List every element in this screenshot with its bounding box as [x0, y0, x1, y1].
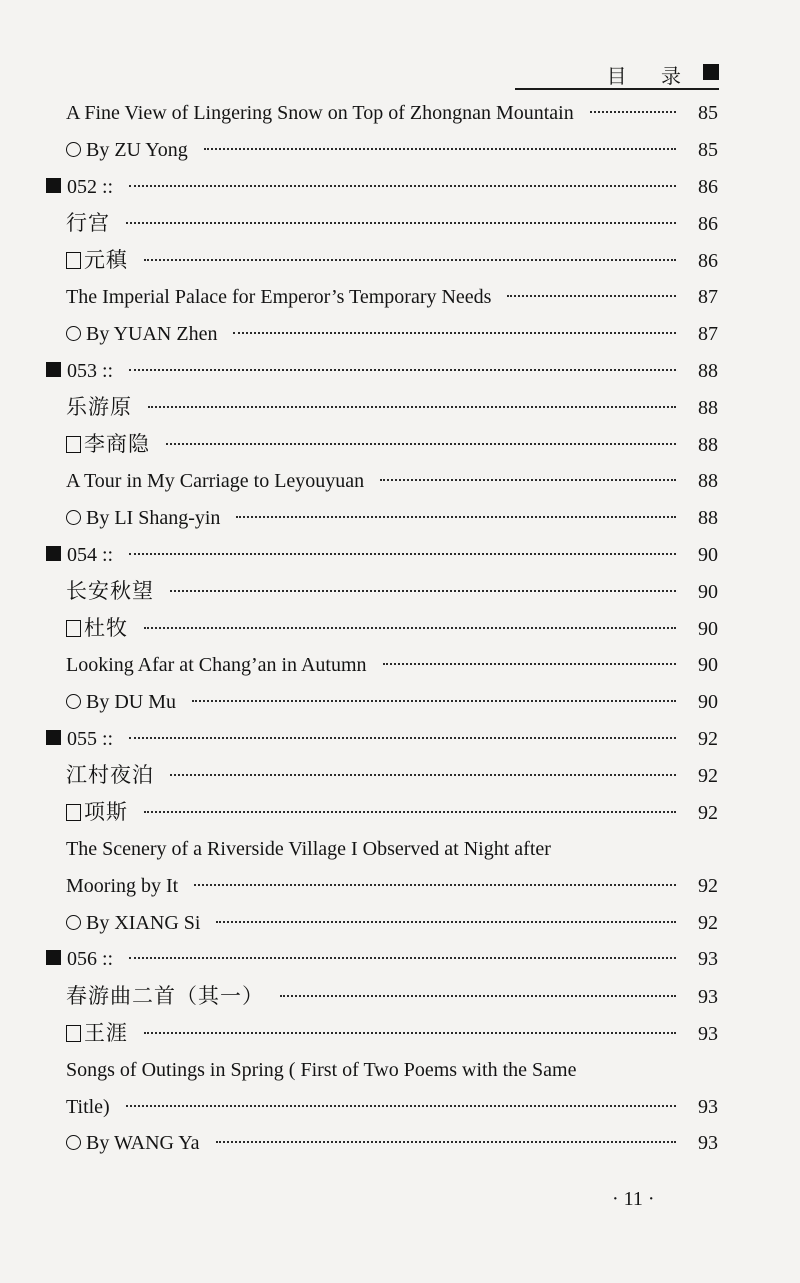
entry-page-number: 92 [698, 727, 718, 750]
dot-leader [380, 479, 676, 481]
entry-page-number: 92 [698, 765, 718, 788]
entry-title: By ZU Yong [86, 138, 188, 161]
toc-entry[interactable] [0, 500, 800, 537]
hollow-square-icon [66, 252, 81, 269]
entry-page-number: 93 [698, 1095, 718, 1118]
entry-page-number: 86 [698, 250, 718, 273]
toc-entry[interactable] [0, 868, 800, 905]
hollow-square-icon [66, 436, 81, 453]
dot-leader [148, 406, 676, 408]
toc-entry[interactable] [0, 1052, 800, 1089]
entry-page-number: 92 [698, 911, 718, 934]
entry-title: Title) [66, 1095, 110, 1118]
toc-entry[interactable] [0, 978, 800, 1015]
toc-entry[interactable] [0, 721, 800, 758]
black-square-icon [46, 362, 61, 377]
entry-title: 王涯 [84, 1021, 128, 1045]
entry-title: By DU Mu [86, 690, 177, 713]
dot-leader [144, 627, 676, 629]
dot-leader [144, 259, 676, 261]
toc-entry[interactable] [0, 831, 800, 868]
dot-leader [129, 957, 676, 959]
entry-page-number: 90 [698, 690, 718, 713]
page-header [515, 58, 719, 90]
entry-page-number: 87 [698, 322, 718, 345]
toc-entry[interactable] [0, 1089, 800, 1126]
dot-leader [129, 553, 676, 555]
entry-title: A Tour in My Carriage to Leyouyuan [66, 470, 365, 492]
toc-entry[interactable] [0, 426, 800, 463]
circle-icon [66, 1135, 81, 1150]
entry-title: 054 :: [67, 543, 114, 566]
entry-title: 杜牧 [84, 616, 128, 641]
entry-page-number: 90 [698, 581, 718, 604]
toc-entry[interactable] [0, 205, 800, 242]
entry-page-number: 88 [698, 359, 718, 382]
circle-icon [66, 694, 81, 709]
toc-entry[interactable] [0, 95, 800, 132]
dot-leader [129, 737, 676, 739]
toc-entry[interactable] [0, 610, 800, 647]
toc-entry[interactable] [0, 1015, 800, 1052]
entry-title: Songs of Outings in Spring ( First of Two Poems with the Same [66, 1058, 577, 1081]
entry-title: A Fine View of Lingering Snow on Top of Zhongnan Mountain [66, 102, 574, 124]
dot-leader [590, 111, 676, 113]
entry-page-number: 88 [698, 434, 718, 457]
dot-leader [216, 1141, 676, 1143]
entry-title: 江村夜泊 [66, 763, 154, 788]
toc-entry[interactable] [0, 316, 800, 353]
toc-entry[interactable] [0, 353, 800, 390]
dot-leader [216, 921, 676, 923]
dot-leader [204, 148, 676, 150]
entry-title: By XIANG Si [86, 911, 201, 934]
toc-entry[interactable] [0, 463, 800, 500]
entry-page-number: 93 [698, 986, 718, 1009]
black-square-icon [46, 950, 61, 965]
entry-title: 长安秋望 [66, 579, 154, 604]
circle-icon [66, 142, 81, 157]
entry-page-number: 87 [698, 286, 718, 308]
hollow-square-icon [66, 1025, 81, 1042]
toc-entry[interactable] [0, 684, 800, 721]
dot-leader [170, 774, 676, 776]
page-number: · 11 · [612, 1188, 655, 1210]
dot-leader [129, 369, 676, 371]
entry-title: 053 :: [67, 359, 114, 382]
dot-leader [233, 332, 676, 334]
entry-page-number: 90 [698, 543, 718, 566]
entry-page-number: 85 [698, 138, 718, 161]
entry-page-number: 86 [698, 175, 718, 198]
dot-leader [144, 811, 676, 813]
dot-leader [236, 516, 676, 518]
toc-entry[interactable] [0, 573, 800, 610]
entry-page-number: 93 [698, 948, 718, 971]
dot-leader [129, 185, 676, 187]
entry-title: 乐游原 [66, 395, 132, 420]
dot-leader [194, 884, 676, 886]
entry-page-number: 90 [698, 618, 718, 641]
entry-page-number: 88 [698, 397, 718, 420]
toc-entry[interactable] [0, 905, 800, 942]
entry-title: By WANG Ya [86, 1132, 200, 1155]
entry-page-number: 92 [698, 874, 718, 897]
entry-page-number: 93 [698, 1132, 718, 1155]
dot-leader [170, 590, 676, 592]
dot-leader [192, 700, 676, 702]
toc-entry[interactable] [0, 132, 800, 169]
entry-page-number: 86 [698, 213, 718, 236]
circle-icon [66, 326, 81, 341]
entry-title: 052 :: [67, 175, 114, 198]
dot-leader [144, 1032, 676, 1034]
entry-title: The Scenery of a Riverside Village I Observed at Night after [66, 838, 551, 860]
entry-title: 元稹 [84, 248, 128, 273]
toc-entry[interactable] [0, 389, 800, 426]
entry-title: Looking Afar at Chang’an in Autumn [66, 654, 367, 676]
toc-entry[interactable] [0, 647, 800, 684]
dot-leader [507, 295, 676, 297]
entry-title: 056 :: [67, 948, 114, 971]
entry-title: Mooring by It [66, 874, 179, 897]
toc-entry[interactable] [0, 537, 800, 574]
toc-entry[interactable] [0, 169, 800, 206]
toc-entry[interactable] [0, 279, 800, 316]
dot-leader [166, 443, 676, 445]
entry-page-number: 90 [698, 654, 718, 676]
hollow-square-icon [66, 620, 81, 637]
black-square-icon [46, 178, 61, 193]
entry-title: 行宫 [66, 211, 110, 236]
entry-title: 055 :: [67, 727, 114, 750]
black-square-icon [703, 64, 719, 80]
hollow-square-icon [66, 804, 81, 821]
entry-title: By LI Shang-yin [86, 506, 221, 529]
black-square-icon [46, 730, 61, 745]
dot-leader [126, 222, 676, 224]
entry-page-number: 88 [698, 506, 718, 529]
entry-title: By YUAN Zhen [86, 322, 218, 345]
entry-title: The Imperial Palace for Emperor’s Temporary Needs [66, 286, 492, 308]
toc-entry[interactable] [0, 794, 800, 831]
entry-title: 项斯 [84, 800, 128, 825]
dot-leader [383, 663, 676, 665]
dot-leader [280, 995, 676, 997]
black-square-icon [46, 546, 61, 561]
entry-page-number: 88 [698, 470, 718, 492]
header-title: 目 录 [606, 64, 695, 88]
entry-title: 春游曲二首（其一） [66, 984, 264, 1009]
entry-page-number: 85 [698, 102, 718, 124]
entry-page-number: 92 [698, 802, 718, 825]
circle-icon [66, 510, 81, 525]
toc-entry[interactable] [0, 242, 800, 279]
entry-page-number: 93 [698, 1023, 718, 1045]
toc-entry[interactable] [0, 757, 800, 794]
toc-entry[interactable] [0, 941, 800, 978]
circle-icon [66, 915, 81, 930]
toc-entry[interactable] [0, 1125, 800, 1162]
dot-leader [126, 1105, 676, 1107]
entry-title: 李商隐 [84, 432, 150, 457]
